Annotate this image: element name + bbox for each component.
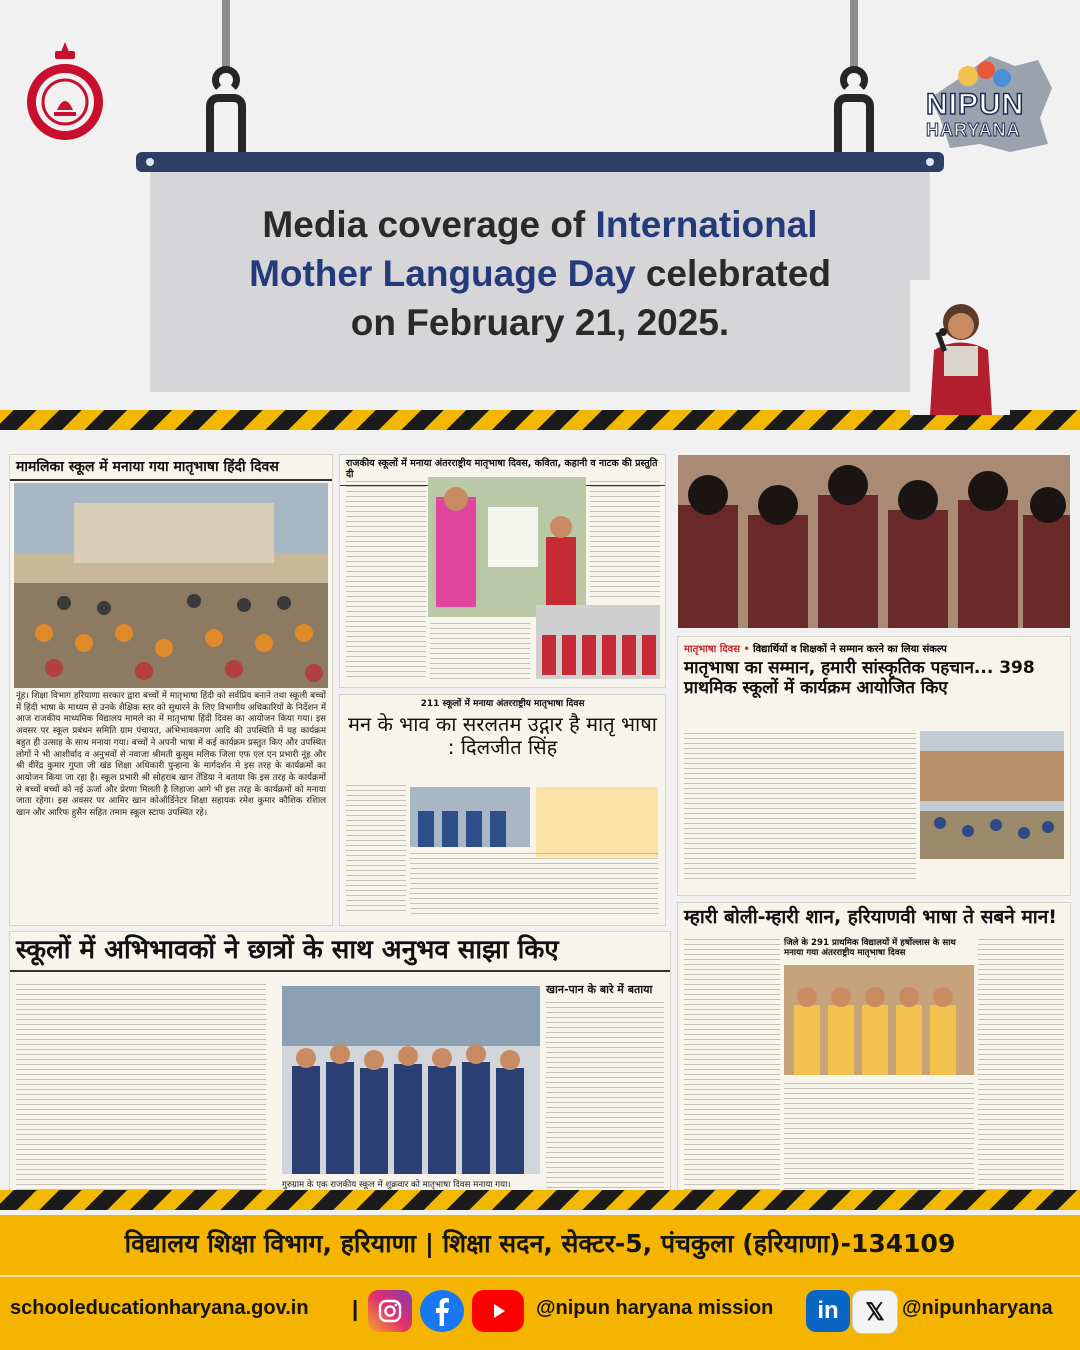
clipping-5-side-title: खान-पान के बारे में बताया (546, 983, 653, 996)
clipping-3-kicker: 211 स्कूलों में मनाया अंतरराष्ट्रीय मातृभाषा दिवस (420, 699, 585, 709)
website-link[interactable]: schooleducationharyana.gov.in (10, 1297, 309, 1319)
clipping-6-photo (784, 965, 974, 1075)
clipping-4-tag: मातृभाषा दिवस • (684, 644, 750, 655)
facebook-icon[interactable] (420, 1290, 464, 1332)
clipping-haryanvi-bhasha (678, 903, 1070, 1202)
clipping-4-kicker-row (678, 637, 1070, 655)
clipping-2-photo-main (428, 477, 586, 617)
clipping-1-photo (14, 483, 328, 688)
footer-separator: | (352, 1296, 359, 1321)
clipping-3-title: मन के भाव का सरलतम उद्गार है मातृ भाषा : दिलजीत सिंह (348, 712, 657, 760)
students-seated-photo (678, 455, 1070, 628)
clipping-6-text-lines-bottom (784, 1083, 974, 1193)
linkedin-icon[interactable]: in (806, 1290, 850, 1332)
hanger-hook-left (206, 94, 246, 152)
clipping-3-photo-students (410, 787, 530, 847)
footer-address: विद्यालय शिक्षा विभाग, हरियाणा | शिक्षा सदन, सेक्टर-5, पंचकुला (हरियाणा)-134109 (124, 1229, 956, 1258)
clipping-1-body: नूंह। शिक्षा विभाग हरियाणा सरकार द्वारा बच्चों में मातृभाषा हिंदी को सर्वप्रिय बनाने तथा स्कूली बच्चों में हिंदी भाषा के माध्यम से उनके शैक्षिक स्तर को सुधारने के लिए विभागीय अधिकारियों के निर्देशन में आज राजकीय माध्यमिक विद्यालय मामले का में मातृभाषा हिंदी दिवस का आयोजन किया गया। इस अवसर पर स्कूल प्रबंधन समिति ग्राम पंचायत, अभिभावकगण आदि की उपस्थिति में यह कार्यक्रम बहुत ही उत्साह के साथ मनाया गया। बच्चों ने अपनी भाषा में कई कार्यक्रम प्रस्तुत किए और उपस्थित लोगों ने भी आशीर्वाद व अनुभवों से नवाजा श्रीमती कुसुम मलिक जिला एफ एल एन प्रभारी नूंह और श्री वीरेंद्र कुमार गुप्ता जी खंड शिक्षा अधिकारी पुन्हाना के मार्गदर्शन मे इस तरह के कार्यक्रमों का आयोजन किया जा रहा है। स्कूल प्रभारी श्री सोहराब खान तेंडिया ने बताया कि इस तरह के कार्यक्रमों से बच्चों बच्चों को नई ऊर्जा और प्रेरणा मिलती है लिहाजा आगे भी इस तरह के कार्यक्रमों को मनाया जाता रहेगा। इस अवसर पर आमिर खान कोऑर्डिनेटर शिक्षा सहायक रमेश कुमार कौशिक रशिाल खान और आरिफ हुसैन सहित तमाम स्कूल स्टाफ उपस्थित रहे। (16, 691, 326, 819)
clipping-5-side-lines (546, 1002, 664, 1192)
headline-text-1: Media coverage of (262, 204, 586, 245)
clipping-6-title: म्हारी बोली-म्हारी शान, हरियाणवी भाषा ते सबने मान! (684, 906, 1057, 928)
clipping-6-subtitle: जिले के 291 प्राथमिक विद्यालयों में हर्षोल्लास के साथ मनाया गया अंतरराष्ट्रीय मातृभाषा दिवस (784, 938, 956, 958)
clipping-5-text-lines (16, 984, 266, 1194)
clipping-6-text-lines-right (978, 939, 1064, 1194)
nipun-wordmark: NIPUN (926, 88, 1025, 121)
clipping-3-text-lines (346, 785, 406, 915)
clipping-4-text-lines (684, 733, 916, 883)
clipping-2-photo-group (536, 605, 660, 679)
clipping-diljeet-singh (340, 695, 665, 925)
clipping-2-title: राजकीय स्कूलों में मनाया अंतरराष्ट्रीय मातृभाषा दिवस, कविता, कहानी व नाटक की प्रस्तुति दी (340, 455, 665, 486)
clipping-5-caption: गुरुग्राम के एक राजकीय स्कूल में शुक्रवार को मातृभाषा दिवस मनाया गया। (282, 1180, 511, 1190)
clipping-4-photo (920, 731, 1064, 859)
clipping-2-text-lines-right (590, 481, 660, 601)
page-headline (165, 200, 915, 347)
clipping-4-title: मातृभाषा का सम्मान, हमारी सांस्कृतिक पहचान... 398 प्राथमिक स्कूलों में कार्यक्रम आयोजित किए (684, 658, 1035, 698)
clipping-2-text-lines (346, 481, 426, 681)
hanger-ring-right (840, 66, 868, 94)
footer-divider (0, 1275, 1080, 1277)
youtube-icon[interactable] (472, 1290, 524, 1332)
nipun-haryana-logo (920, 48, 1060, 158)
hanger-hook-right (834, 94, 874, 152)
clipping-398-schools (678, 637, 1070, 895)
clipping-kavita-kahani (340, 455, 665, 687)
clipping-2-text-lines-bottom (430, 623, 530, 681)
haryana-wordmark: HARYANA (926, 120, 1021, 140)
headline-text-2: celebrated (645, 253, 831, 294)
social-handle-x[interactable]: @nipunharyana (902, 1297, 1053, 1319)
x-twitter-icon[interactable]: 𝕏 (852, 1290, 898, 1334)
headline-highlight-1: International (595, 204, 818, 245)
social-handle-main[interactable]: @nipun haryana mission (536, 1297, 774, 1319)
haryana-govt-seal-logo (24, 40, 106, 150)
clipping-parents-share (10, 932, 670, 1202)
clipping-mamlika-school (10, 455, 332, 925)
headline-text-3: on February 21, 2025. (350, 302, 730, 343)
hazard-stripe-bottom (0, 1190, 1080, 1210)
headline-highlight-2: Mother Language Day (249, 253, 636, 294)
clipping-6-text-lines (684, 939, 780, 1194)
clipping-1-title: मामलिका स्कूल में मनाया गया मातृभाषा हिंदी दिवस (10, 455, 332, 481)
clipping-4-subtitle: विद्यार्थियों व शिक्षकों ने सम्मान करने का लिया संकल्प (753, 644, 947, 655)
hanger-ring-left (212, 66, 240, 94)
hanger-rod-left (222, 0, 230, 70)
clipping-3-text-lines-bottom (410, 853, 658, 915)
clipping-3-highlight-box (536, 787, 658, 857)
clipping-5-title: स्कूलों में अभिभावकों ने छात्रों के साथ अनुभव साझा किए (10, 932, 670, 972)
hanger-rod-right (850, 0, 858, 70)
clipping-5-photo (282, 986, 540, 1174)
instagram-icon[interactable] (368, 1290, 412, 1332)
board-top-bar (136, 152, 944, 172)
girl-speaking-photo (910, 280, 1010, 415)
